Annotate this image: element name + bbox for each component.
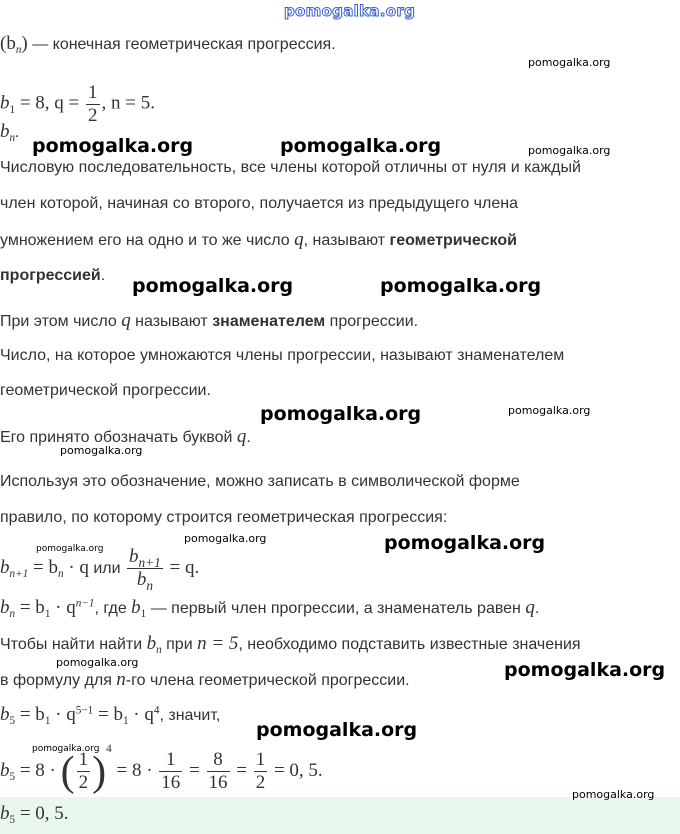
definition-line-10: правило, по которому строится геометрическая прогрессия: bbox=[0, 509, 448, 526]
definition-line-6: Число, на которое умножаются члены прогрессии, называют знаменателем bbox=[0, 347, 565, 364]
watermark: pomogalka.org bbox=[60, 444, 143, 457]
given-sequence-line: $(b_n)$ — конечная геометрическая прогрессия. bbox=[0, 33, 336, 57]
watermark: pomogalka.org bbox=[260, 403, 422, 425]
watermark: pomogalka.org bbox=[32, 135, 194, 157]
watermark-header: pomogalka.org bbox=[284, 2, 416, 20]
watermark: pomogalka.org bbox=[380, 275, 542, 297]
solution-step-2: $b_5 = 8$ · ( $\frac{1}{2}$ )$^4$ = 8 · $\frac{1}{16}$ = $\frac{8}{16}$ = $\frac{1}{2}$ = 0, 5. bbox=[0, 743, 323, 795]
definition-line-2: член которой, начиная со второго, получается из предыдущего члена bbox=[0, 195, 518, 212]
given-values-line: $b_1 = 8$, q = $\frac{1}{2}$ , n = 5. bbox=[0, 82, 155, 126]
answer-line: $b_5 = 0$, 5. bbox=[0, 803, 69, 827]
definition-line-3: умножением его на одно и то же число q, называют геометрической bbox=[0, 229, 517, 250]
watermark: pomogalka.org bbox=[572, 788, 655, 801]
definition-line-9: Используя это обозначение, можно записать в символической форме bbox=[0, 473, 520, 490]
definition-line-8: Его принято обозначать буквой q. bbox=[0, 426, 251, 447]
watermark: pomogalka.org bbox=[132, 275, 294, 297]
watermark: pomogalka.org bbox=[528, 56, 611, 69]
recurrence-formula: $b_{n+1} = b_n \cdot q$ или $\frac{b_{n+1}}{b_n}$ = q. bbox=[0, 546, 200, 594]
q-fraction: $\frac{1}{2}$ bbox=[88, 82, 98, 126]
watermark: pomogalka.org bbox=[256, 719, 418, 741]
watermark: pomogalka.org bbox=[508, 404, 591, 417]
solution-line-2: в формулу для n-го члена геометрической прогрессии. bbox=[0, 669, 410, 690]
fraction-1-16: $\frac{1}{16}$ bbox=[161, 749, 181, 794]
half-fraction: $\frac{1}{2}$ bbox=[78, 749, 89, 794]
watermark: pomogalka.org bbox=[280, 135, 442, 157]
watermark: pomogalka.org bbox=[384, 532, 546, 554]
fraction-1-2: $\frac{1}{2}$ bbox=[255, 749, 266, 794]
answer-highlight bbox=[0, 797, 680, 834]
solution-line-1: Чтобы найти найти $b_n$ при n = 5, необходимо подставить известные значения bbox=[0, 633, 581, 657]
fraction-8-16: $\frac{8}{16}$ bbox=[208, 749, 228, 794]
definition-line-7: геометрической прогрессии. bbox=[0, 382, 211, 399]
watermark: pomogalka.org bbox=[36, 544, 104, 554]
general-term-formula: $b_n = b_1 \cdot q^{n-1}$, где $b_1$ — первый член прогрессии, а знаменатель равен q. bbox=[0, 597, 540, 621]
watermark: pomogalka.org bbox=[504, 659, 666, 681]
watermark: pomogalka.org bbox=[56, 656, 139, 669]
definition-line-4: прогрессией. bbox=[0, 267, 106, 284]
solution-step-1: $b_5 = b_1 \cdot q^{5-1} = b_1 \cdot q^4$, значит, bbox=[0, 704, 221, 728]
definition-line-5: При этом число q называют знаменателем прогрессии. bbox=[0, 310, 419, 331]
watermark: pomogalka.org bbox=[528, 144, 611, 157]
find-line: $b_n$. bbox=[0, 121, 20, 145]
definition-line-1: Числовую последовательность, все члены которой отличны от нуля и каждый bbox=[0, 159, 581, 176]
watermark: pomogalka.org bbox=[184, 532, 267, 545]
watermark: pomogalka.org bbox=[32, 744, 100, 754]
ratio-fraction: $\frac{b_{n+1}}{b_n}$ bbox=[129, 546, 161, 594]
